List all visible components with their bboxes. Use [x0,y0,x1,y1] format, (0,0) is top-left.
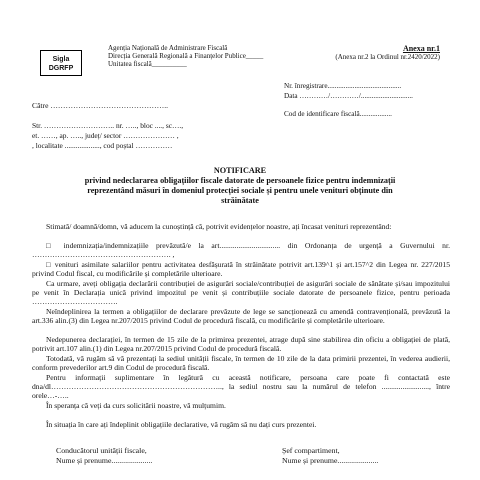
signature-dept-name: Nume și prenume..................... [282,456,379,465]
header-directorate: Direcția Generală Regională a Finanțelor Publice_____ [108,52,264,60]
annex-number: Anexa nr.1 [402,44,440,53]
title-line-1: NOTIFICARE [213,166,267,175]
hearing-paragraph: Totodată, vă rugăm să vă prezentați la sediul unității fiscale, în termen de 10 zile de la data primirii prezentei, în vederea audierii, conform prevederilor art.9 din Codul de procedură fiscală. [32,354,450,373]
fiscal-id-code: Cod de identificare fiscală.................. [284,110,392,118]
title-line-2: privind nedeclararea obligațiilor fiscale datorate de persoanele fizice pentru indemnizații [84,176,396,185]
income-option-foreign-salary: □ venituri asimilate salariilor pentru activitatea desfășurată în străinătate potrivit art.139^1 și art.157^2 din Legea nr. 227/2015 privind Codul fiscal, cu modificările și completările ulterioare. [32,260,450,279]
annex-reference: (Anexa nr.2 la Ordinul nr.2420/2022) [335,53,440,61]
declaration-obligation-paragraph: Ca urmare, aveți obligația declarării contribuției de asigurări sociale/contribuției de asigurări sociale de sănătate și/sau impozitului pe venit în Declarația unică privind impozitul pe venit și contribuțiile sociale datorate de persoanele fizice, pentru perioada ……………………………. [32,279,450,307]
stamp-line-2: DGRFP [48,64,74,72]
intro-paragraph: Stimată/ doamnă/domn, vă aducem la cunoștință că, potrivit evidențelor noastre, ați încasat venituri reprezentând: [46,222,392,231]
title-line-4: străinătate [221,196,259,205]
thanks-paragraph: În speranța că veți da curs solicitării noastre, vă mulțumim. [46,401,226,410]
recipient-address-line-2: et. ……, ap. ….., județ/ sector ………………… , [32,131,179,140]
signature-dept-title: Șef compartiment, [282,446,340,455]
contact-paragraph: Pentru informații suplimentare în legătură cu această notificare, persoana care poate fi contactată este dna/dl………………………………………………………….., la sediul nostru sau la numărul de telefon ........................., între orele…-….. [32,373,450,401]
signature-head-name: Nume și prenume..................... [56,456,153,465]
ex-officio-paragraph: Nedepunerea declarației, în termen de 15 zile de la primirea prezentei, atrage după sine stabilirea din oficiu a obligației de plată, potrivit art.107 alin.(1) din Legea nr.207/2015 privind Codul de procedură fiscală. [32,335,450,354]
recipient-address-line-1: Str. ……………………….. nr. ….., bloc ...., sc…., [32,121,184,130]
registry-date: Data …………/…………/............................. [284,92,413,100]
stamp-line-1: Sigla [52,56,70,63]
header-agency: Agenția Națională de Administrare Fiscală [108,44,228,52]
title-line-3: reprezentând măsuri în domeniul protecției sociale și pentru unele venituri obținute din [87,186,393,195]
income-option-allowance: □ indemnizația/indemnizațiile prevăzută/e la art................................ din Ordonanța de urgență a Guvernului nr. ………………………………………………. , [32,241,450,260]
penalty-paragraph: Neîndeplinirea la termen a obligațiilor de declarare prevăzute de lege se sancționează cu amendă contravențională, prevăzută la art.336 alin.(3) din Legea nr.207/2015 privind Codul de procedură fiscală, cu modificările și completările ulterioare. [32,307,450,326]
document-title [50,166,430,206]
signature-head-title: Conducătorul unității fiscale, [56,446,147,455]
recipient-address-line-3: , localitate ..................., cod poștal …………… [32,141,173,150]
disregard-paragraph: În situația în care ați îndeplinit obligațiile declarative, vă rugăm să nu dați curs prezentei. [46,420,317,429]
header-unit: Unitatea fiscală__________ [108,60,187,68]
recipient-to: Către ……………………………………….. [32,101,169,110]
registry-number: Nr. înregistrare......................................... [284,82,402,90]
logo-placeholder-box [40,50,82,76]
